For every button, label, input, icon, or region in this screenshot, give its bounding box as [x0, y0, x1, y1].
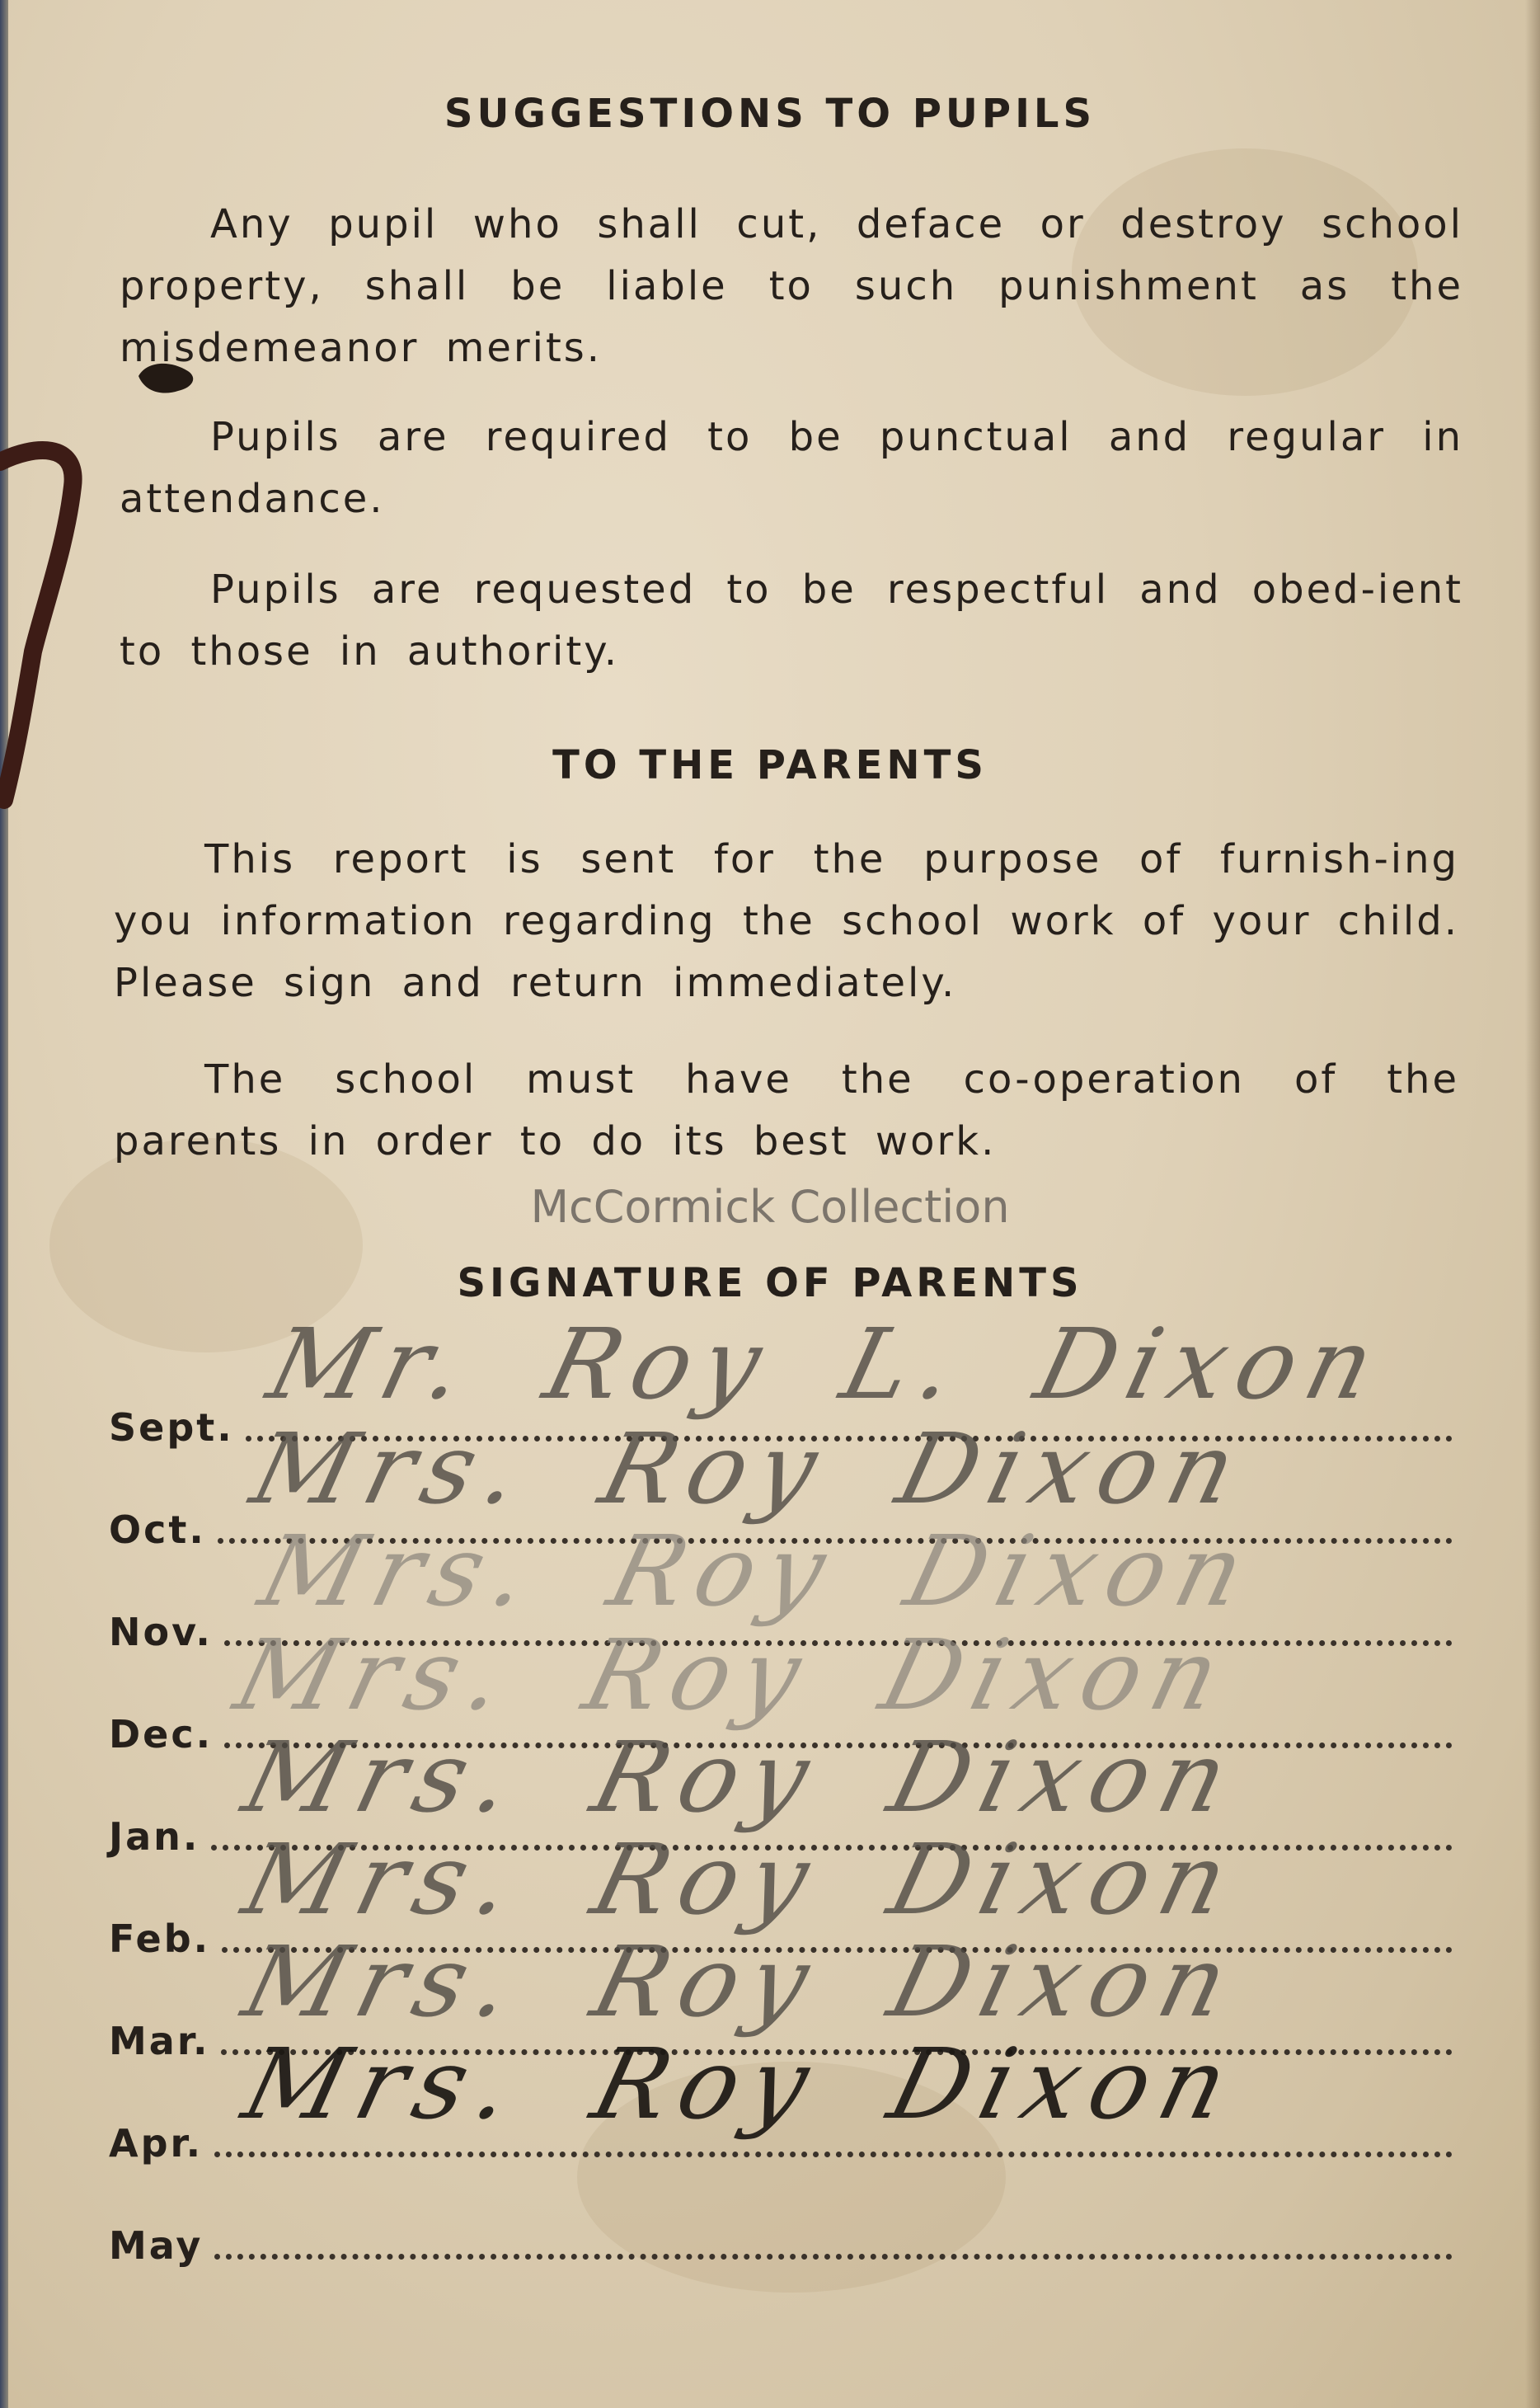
month-label: Feb. [109, 1917, 211, 1961]
signature-line [214, 2254, 1453, 2260]
month-label: Jan. [109, 1814, 200, 1859]
month-label: Apr. [109, 2121, 204, 2166]
month-label: May [109, 2223, 204, 2268]
month-label: Sept. [109, 1405, 234, 1450]
month-label: Nov. [109, 1610, 213, 1654]
signature-heading: SIGNATURE OF PARENTS [457, 1260, 1083, 1306]
collection-watermark: McCormick Collection [530, 1181, 1010, 1233]
handwritten-signature-nov: Mrs. Roy Dixon [249, 1514, 1267, 1628]
suggestions-heading: SUGGESTIONS TO PUPILS [444, 91, 1096, 137]
handwritten-signature-jan: Mrs. Roy Dixon [232, 1720, 1251, 1834]
suggestions-paragraph-3: Pupils are requested to be respectful and obed-ient to those in authority. [120, 567, 1463, 675]
handwritten-signature-mar: Mrs. Roy Dixon [232, 1925, 1251, 2039]
month-label: Mar. [109, 2019, 210, 2063]
handwritten-signature-apr: Mrs. Roy Dixon [232, 2027, 1251, 2141]
month-label: Dec. [109, 1712, 214, 1757]
signature-line [214, 2152, 1453, 2157]
signature-row-may [109, 2210, 1453, 2268]
month-label: Oct. [109, 1507, 206, 1552]
handwritten-signature-dec: Mrs. Roy Dixon [224, 1618, 1242, 1732]
parents-paragraph-1: This report is sent for the purpose of furnish-ing you information regarding the school work of your child. Please sign and return immediately. [114, 836, 1459, 1006]
handwritten-signature-feb: Mrs. Roy Dixon [232, 1822, 1251, 1936]
handwritten-signature-oct: Mrs. Roy Dixon [241, 1412, 1259, 1526]
handwritten-signature-sept: Mr. Roy L. Dixon [257, 1307, 1397, 1421]
parents-heading: TO THE PARENTS [552, 742, 988, 788]
suggestions-paragraph-2: Pupils are required to be punctual and regular in attendance. [120, 414, 1463, 522]
parents-paragraph-2: The school must have the co-operation of the parents in order to do its best work. [114, 1056, 1459, 1164]
suggestions-paragraph-1: Any pupil who shall cut, deface or destroy school property, shall be liable to such punishment as the misdemeanor merits. [120, 201, 1463, 371]
